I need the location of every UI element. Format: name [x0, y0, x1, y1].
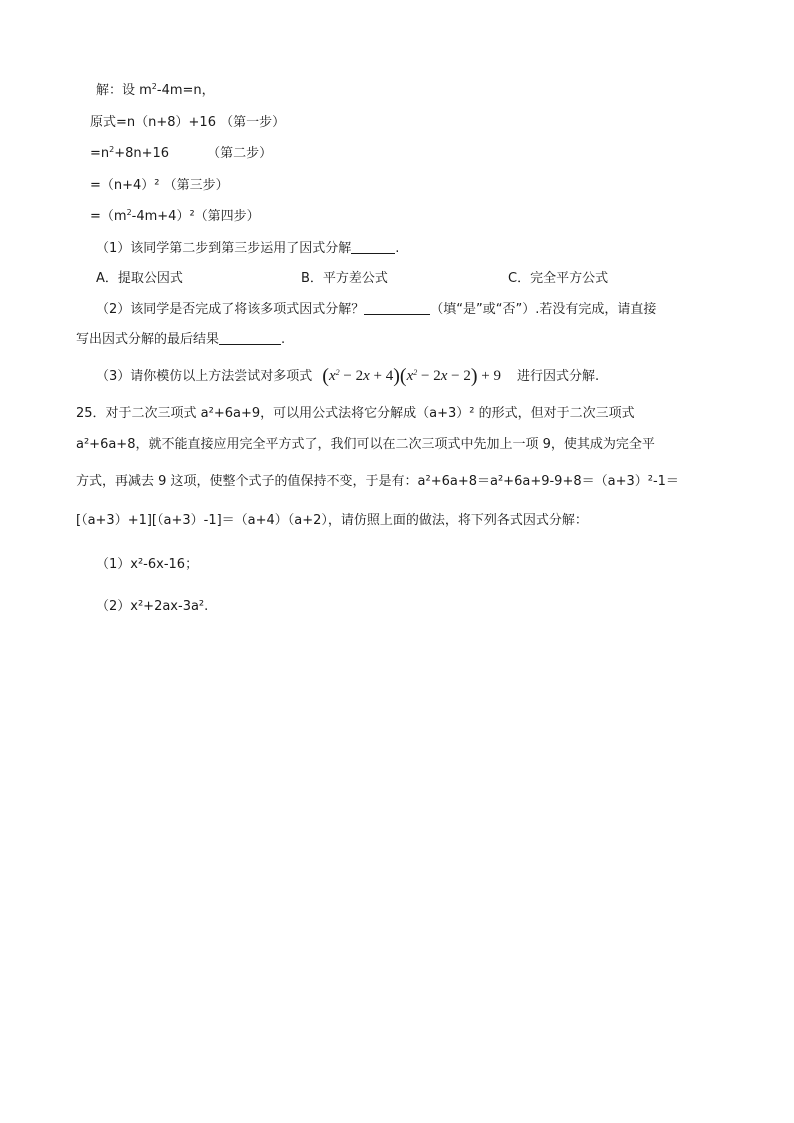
option-b: B．平方差公式	[301, 271, 388, 286]
var: x	[363, 368, 370, 384]
problem-25-line-4: [（a+3）+1][（a+3）-1]＝（a+4）（a+2），请仿照上面的做法，将下列各式因式分解：	[76, 513, 588, 528]
solution-line-1	[96, 82, 215, 100]
question-3	[96, 367, 599, 386]
question-text: （3）请你模仿以上方法尝试对多项式	[96, 369, 313, 384]
var: x	[328, 368, 336, 384]
problem-25-part-1: （1）x²-6x-16；	[96, 557, 199, 572]
solution-text: 解：设 m	[96, 83, 152, 98]
question-text: 写出因式分解的最后结果	[76, 332, 220, 347]
question-text: .	[281, 332, 286, 347]
option-c: C．完全平方公式	[508, 271, 609, 286]
solution-line-4: =（n+4）² （第三步）	[90, 178, 229, 193]
solution-text: -4m+4）²（第四步）	[131, 209, 260, 224]
problem-25-line-3: 方式，再减去 9 这项，使整个式子的值保持不变，于是有：a²+6a+8＝a²+6a+9-9+8＝（a+3）²-1＝	[76, 474, 679, 489]
term: + 9	[477, 368, 501, 384]
question-text: 进行因式分解.	[517, 369, 600, 384]
step-label: （第二步）	[207, 146, 273, 161]
problem-25-part-2: （2）x²+2ax-3a².	[96, 599, 209, 614]
question-1	[96, 240, 399, 258]
solution-line-2: 原式=n（n+8）+16 （第一步）	[90, 115, 286, 130]
term: − 2	[447, 368, 471, 384]
polynomial-expression	[322, 365, 501, 387]
var: x	[406, 368, 414, 384]
problem-25-line-1: 25．对于二次三项式 a²+6a+9，可以用公式法将它分解成（a+3）² 的形式，但对于二次三项式	[76, 406, 635, 421]
answer-blank[interactable]	[364, 302, 430, 315]
paren: )	[470, 365, 478, 387]
paren: (	[399, 365, 407, 387]
superscript: 2	[151, 82, 157, 91]
question-2	[96, 301, 656, 319]
question-text: （1）该同学第二步到第三步运用了因式分解	[96, 241, 352, 256]
answer-blank[interactable]	[351, 241, 395, 254]
solution-text: -4m=n，	[156, 83, 215, 98]
term: − 2	[417, 368, 441, 384]
superscript: 2	[126, 208, 132, 217]
paren: )	[393, 365, 400, 387]
solution-text: =n	[90, 146, 110, 161]
problem-25-line-2: a²+6a+8，就不能直接应用完全平方式了，我们可以在二次三项式中先加上一项 9，使其成为完全平	[76, 437, 655, 452]
term: + 4	[369, 368, 394, 384]
answer-blank[interactable]	[219, 332, 281, 345]
solution-line-5	[90, 208, 260, 226]
solution-text: +8n+16	[114, 146, 170, 161]
superscript: 2	[335, 368, 340, 377]
superscript: 2	[109, 145, 115, 154]
var: x	[440, 368, 448, 384]
question-text: （填“是”或“否”）.若没有完成，请直接	[430, 302, 657, 317]
term: − 2	[339, 368, 364, 384]
superscript: 2	[413, 368, 418, 377]
solution-text: =（m	[90, 209, 127, 224]
solution-line-3	[90, 145, 272, 163]
question-text: .	[395, 241, 400, 256]
paren: (	[322, 365, 329, 387]
option-a: A．提取公因式	[96, 271, 183, 286]
question-2-cont	[76, 331, 285, 349]
question-text: （2）该同学是否完成了将该多项式因式分解？	[96, 302, 365, 317]
